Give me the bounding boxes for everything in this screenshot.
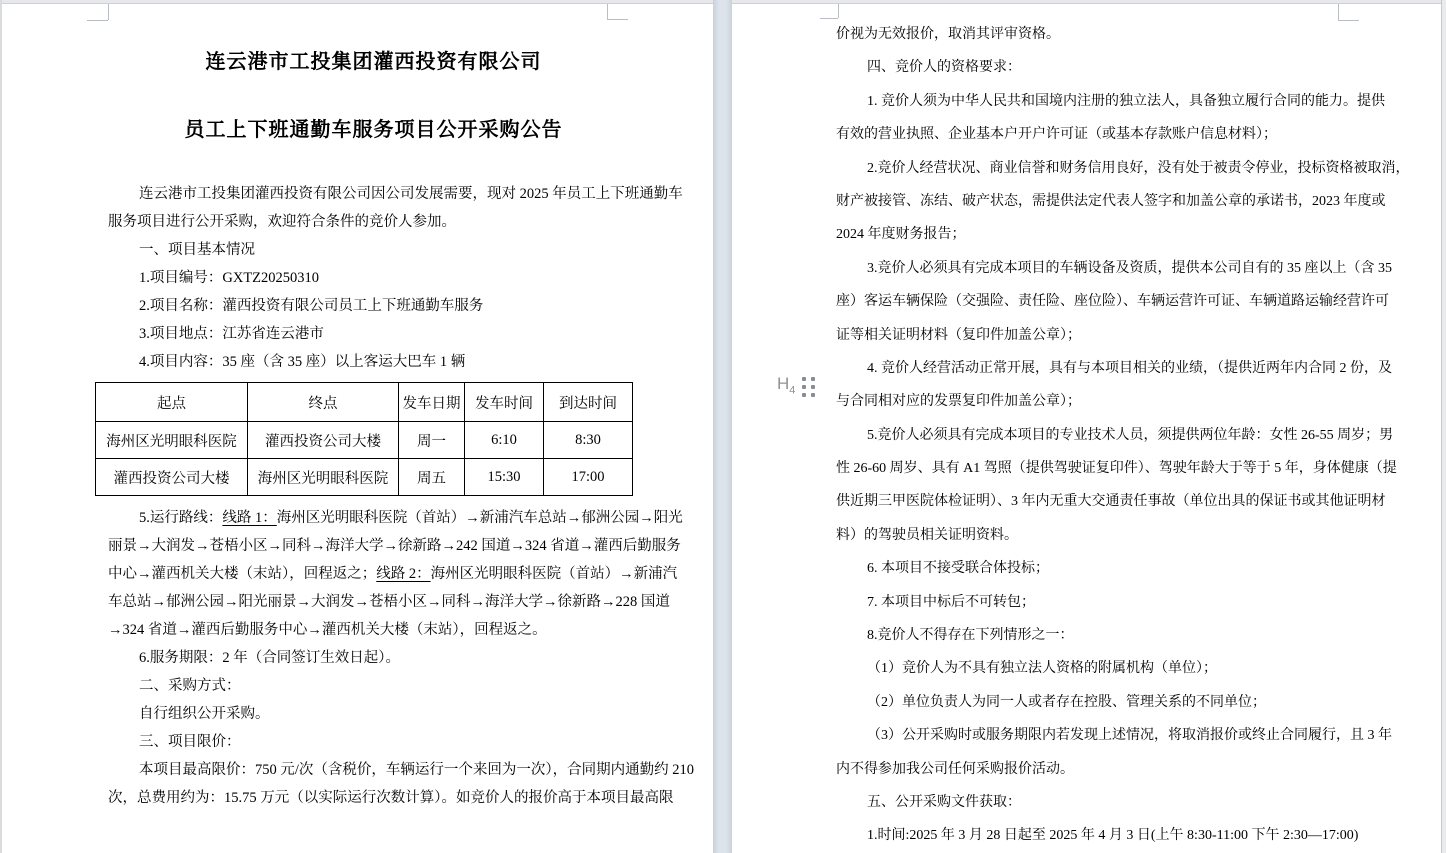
text-line: 连云港市工投集团灌西投资有限公司因公司发展需要，现对 2025 年员工上下班通勤车 [139,186,683,202]
text-line: 1. 竞价人须为中华人民共和国境内注册的独立法人，具备独立履行合同的能力。提供 [867,93,1385,109]
heading-level-handle[interactable] [777,371,815,403]
table-header-cell: 发车时间 [465,383,544,422]
text-line: 有效的营业执照、企业基本户开户许可证（或基本存款账户信息材料）； [836,127,1277,143]
text-line: 内不得参加我公司任何采购报价活动。 [836,761,1074,777]
table-cell: 周五 [399,459,465,496]
text-line: （3）公开采购时或服务期限内若发现上述情况，将取消报价或终止合同履行，且 3 年 [867,728,1392,744]
text-line: 证等相关证明材料（复印件加盖公章）； [836,327,1081,343]
text-line: 自行组织公开采购。 [139,706,270,722]
text-line: 财产被接管、冻结、破产状态，需提供法定代表人签字和加盖公章的承诺书，2023 年度或 [836,193,1386,209]
text-line: 6.服务期限：2 年（合同签订生效日起）。 [139,650,400,666]
text-line: 三、项目限价： [139,734,241,750]
bus-schedule-table [95,382,633,496]
text-line: 3.竞价人必须具有完成本项目的车辆设备及资质，提供本公司自有的 35 座以上（含 35 [867,260,1392,276]
table-header-cell: 到达时间 [544,383,633,422]
text-line: 3.项目地点：江苏省连云港市 [139,326,324,342]
text-line: 四、竞价人的资格要求： [867,60,1021,76]
text-line: 5.运行路线：线路 1：海州区光明眼科医院（首站）→新浦汽车总站→郁洲公园→阳光 [139,510,683,526]
table-header-cell: 起点 [96,383,248,422]
document-page-2[interactable] [732,4,1441,853]
table-cell: 灌西投资公司大楼 [96,459,248,496]
table-row [96,459,633,496]
text-line: 6. 本项目不接受联合体投标； [867,561,1049,577]
text-line: 2024 年度财务报告； [836,227,966,243]
text-line: 1.时间:2025 年 3 月 28 日起至 2025 年 4 月 3 日(上午 8:30-11:00 下午 2:30—17:00) [867,828,1359,844]
text-line: 本项目最高限价：750 元/次（含税价，车辆运行一个来回为一次），合同期内通勤约 210 [139,762,695,778]
text-line: 4.项目内容：35 座（含 35 座）以上客运大巴车 1 辆 [139,354,466,370]
text-line: 2.项目名称：灌西投资有限公司员工上下班通勤车服务 [139,298,484,314]
text-line: 8.竞价人不得存在下列情形之一： [867,628,1074,644]
table-cell: 海州区光明眼科医院 [96,422,248,459]
text-line: 二、采购方式： [139,678,241,694]
table-cell: 17:00 [544,459,633,496]
text-line: 一、项目基本情况 [139,242,255,258]
table-cell: 周一 [399,422,465,459]
table-row [96,422,633,459]
text-line: 次，总费用约为：15.75 万元（以实际运行次数计算）。如竞价人的报价高于本项目最高限 [108,790,674,806]
page2-body [836,18,1410,853]
text-line: →324 省道→灌西后勤服务中心→灌西机关大楼（末站），回程返之。 [108,622,547,638]
document-title: 连云港市工投集团灌西投资有限公司 [205,51,542,73]
text-line: 座）客运车辆保险（交强险、责任险、座位险）、车辆运营许可证、车辆道路运输经营许可 [836,294,1389,310]
text-line: 1.项目编号：GXTZ20250310 [139,270,320,286]
title-block [108,4,639,146]
text-line: 5.竞价人必须具有完成本项目的专业技术人员，须提供两位年龄：女性 26-55 周岁；男 [867,427,1394,443]
text-line: （2）单位负责人为同一人或者存在控股、管理关系的不同单位； [867,694,1266,710]
text-line: 丽景→大润发→苍梧小区→同科→海洋大学→徐新路→242 国道→324 省道→灌西后勤服务 [108,538,681,554]
text-line: 4. 竞价人经营活动正常开展，具有与本项目相关的业绩，（提供近两年内合同 2 份，及 [867,360,1392,376]
table-cell: 6:10 [465,422,544,459]
document-page-1[interactable] [2,4,713,853]
text-line: 价视为无效报价，取消其评审资格。 [836,27,1060,42]
text-line: 五、公开采购文件获取： [867,794,1021,810]
table-header-cell: 发车日期 [399,383,465,422]
drag-handle-icon[interactable] [802,377,815,397]
text-line: （1）竞价人为不具有独立法人资格的附属机构（单位）； [867,661,1217,677]
table-cell: 8:30 [544,422,633,459]
text-line: 性 26-60 周岁、具有 A1 驾照（提供驾驶证复印件）、驾驶年龄大于等于 5 年，身体健康（提 [836,461,1397,477]
text-line: 7. 本项目中标后不可转包； [867,594,1035,610]
text-line: 与合同相对应的发票复印件加盖公章）； [836,394,1081,410]
table-cell: 15:30 [465,459,544,496]
table-header-cell: 终点 [248,383,399,422]
text-line: 2.竞价人经营状况、商业信誉和财务信用良好，没有处于被责令停业，投标资格被取消， [867,160,1410,176]
text-line: 料）的驾驶员相关证明资料。 [836,527,1018,543]
text-line: 车总站→郁洲公园→阳光丽景→大润发→苍梧小区→同科→海洋大学→徐新路→228 国道 [108,594,670,610]
heading-level-label: $H_4$ [777,374,796,397]
text-line: 服务项目进行公开采购，欢迎符合条件的竞价人参加。 [108,214,456,230]
page-gutter [713,0,732,853]
table-cell: 灌西投资公司大楼 [248,422,399,459]
text-line: 中心→灌西机关大楼（末站），回程返之；线路 2：海州区光明眼科医院（首站）→新浦汽 [108,566,678,582]
page1-body-bottom [108,504,695,812]
table-header-row [96,383,633,422]
document-subtitle: 员工上下班通勤车服务项目公开采购公告 [184,119,563,141]
page1-body-top [108,180,683,376]
table-cell: 海州区光明眼科医院 [248,459,399,496]
text-line: 供近期三甲医院体检证明）、3 年内无重大交通责任事故（单位出具的保证书或其他证明材 [836,494,1386,510]
scrollbar-track[interactable] [1441,0,1446,853]
